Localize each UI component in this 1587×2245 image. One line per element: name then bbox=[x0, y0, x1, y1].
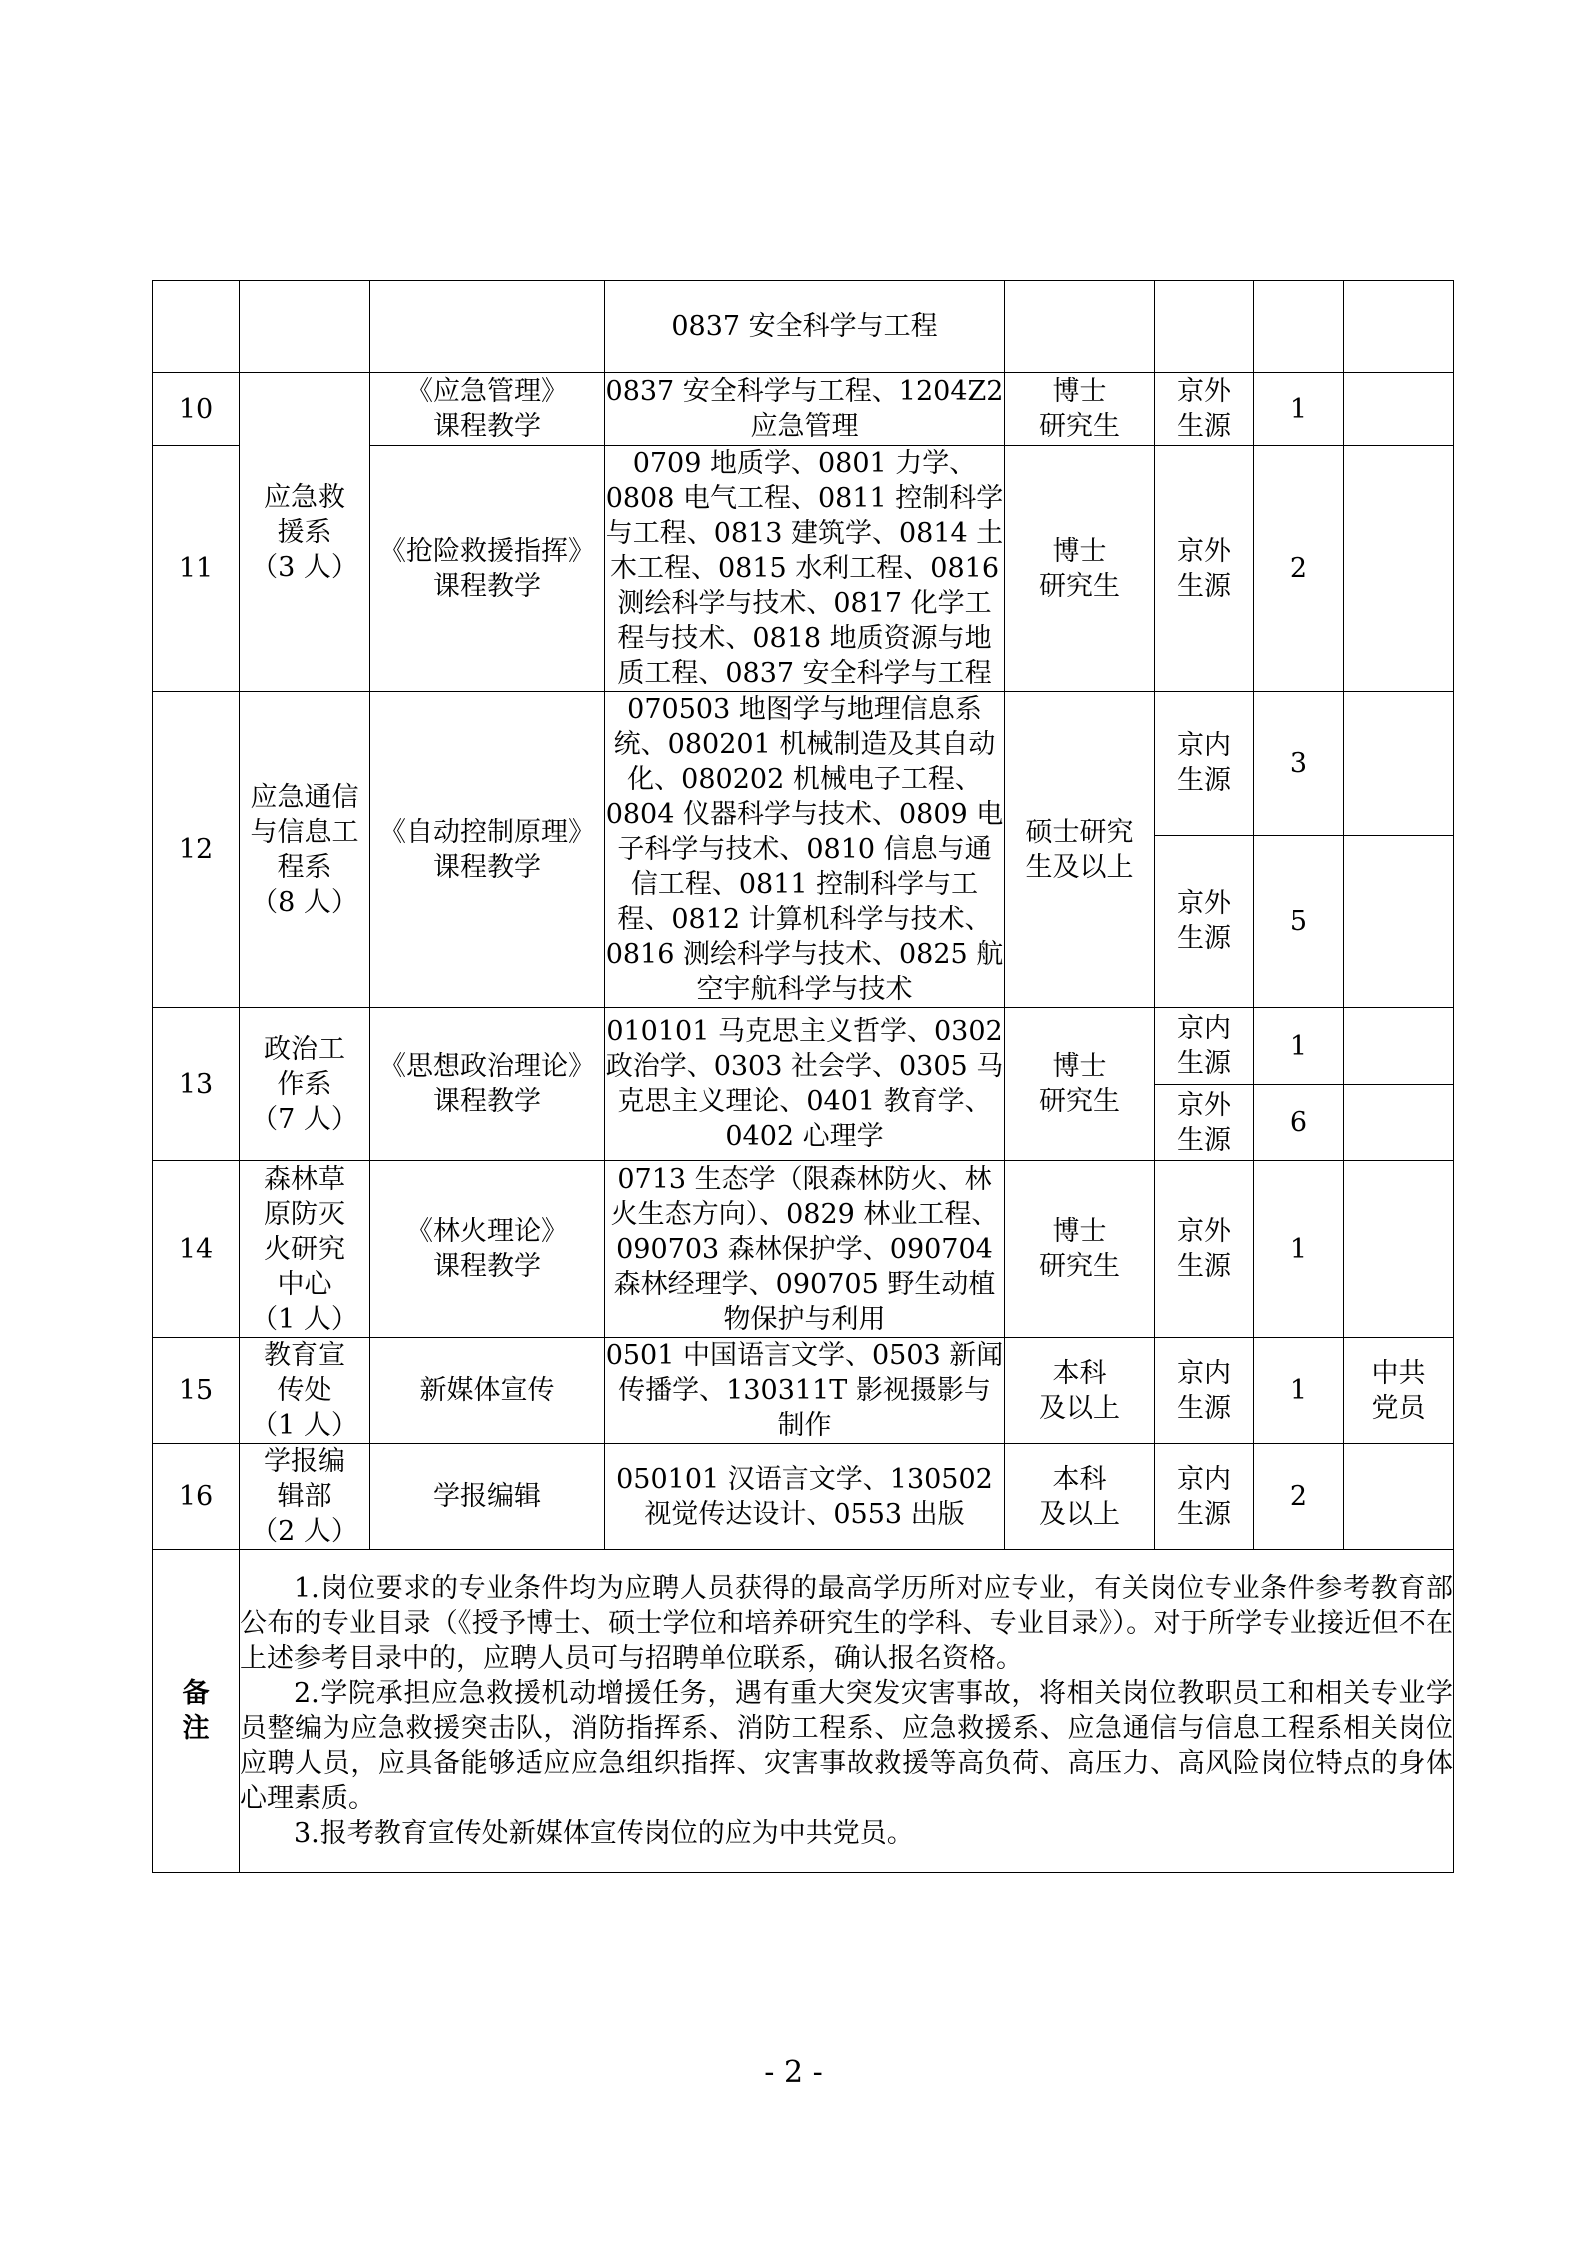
source-cell: 京内 生源 bbox=[1155, 1338, 1254, 1444]
table-row bbox=[153, 281, 1454, 373]
department-cell: 学报编 辑部 （2 人） bbox=[240, 1444, 370, 1550]
table-row bbox=[153, 1008, 1454, 1085]
count-cell: 1 bbox=[1254, 1008, 1344, 1085]
department-cell: 应急救 援系 （3 人） bbox=[240, 373, 370, 692]
row-number: 14 bbox=[153, 1161, 240, 1338]
post-cell: 《应急管理》 课程教学 bbox=[370, 373, 605, 446]
major-cell: 0837 安全科学与工程、1204Z2 应急管理 bbox=[605, 373, 1005, 446]
other-cell: 中共 党员 bbox=[1344, 1338, 1454, 1444]
other-cell bbox=[1344, 446, 1454, 692]
row-number: 11 bbox=[153, 446, 240, 692]
note-item: 3.报考教育宣传处新媒体宣传岗位的应为中共党员。 bbox=[294, 1818, 914, 1849]
source-cell: 京内 生源 bbox=[1155, 1008, 1254, 1085]
other-cell bbox=[1344, 1085, 1454, 1161]
education-cell: 博士 研究生 bbox=[1005, 1161, 1155, 1338]
count-cell: 1 bbox=[1254, 1161, 1344, 1338]
other-cell bbox=[1344, 373, 1454, 446]
source-cell: 京内 生源 bbox=[1155, 692, 1254, 836]
source-cell: 京外 生源 bbox=[1155, 446, 1254, 692]
row-number: 16 bbox=[153, 1444, 240, 1550]
education-cell: 博士 研究生 bbox=[1005, 373, 1155, 446]
post-cell: 《抢险救援指挥》 课程教学 bbox=[370, 446, 605, 692]
source-cell: 京外 生源 bbox=[1155, 1161, 1254, 1338]
post-cell: 学报编辑 bbox=[370, 1444, 605, 1550]
education-cell: 硕士研究 生及以上 bbox=[1005, 692, 1155, 1008]
major-cell: 0501 中国语言文学、0503 新闻传播学、130311T 影视摄影与制作 bbox=[605, 1338, 1005, 1444]
count-cell: 1 bbox=[1254, 1338, 1344, 1444]
other-cell bbox=[1344, 1008, 1454, 1085]
other-cell bbox=[1344, 692, 1454, 836]
count-cell: 6 bbox=[1254, 1085, 1344, 1161]
table-row bbox=[153, 692, 1454, 836]
count-cell: 5 bbox=[1254, 835, 1344, 1007]
notes-label: 备 注 bbox=[153, 1550, 240, 1873]
department-cell: 森林草 原防灭 火研究 中心 （1 人） bbox=[240, 1161, 370, 1338]
table-row bbox=[153, 373, 1454, 446]
department-cell: 政治工 作系 （7 人） bbox=[240, 1008, 370, 1161]
education-cell: 博士 研究生 bbox=[1005, 1008, 1155, 1161]
major-cell: 070503 地图学与地理信息系统、080201 机械制造及其自动化、080202 机械电子工程、0804 仪器科学与技术、0809 电子科学与技术、0810 信息与通信工程、0811 控制科学与工程、0812 计算机科学与技术、0816 测绘科学与技术、0825 航空宇航科学与技术 bbox=[605, 692, 1005, 1008]
source-cell: 京外 生源 bbox=[1155, 835, 1254, 1007]
count-cell: 2 bbox=[1254, 446, 1344, 692]
post-cell: 《林火理论》 课程教学 bbox=[370, 1161, 605, 1338]
source-cell: 京外 生源 bbox=[1155, 1085, 1254, 1161]
count-cell: 3 bbox=[1254, 692, 1344, 836]
count-cell: 1 bbox=[1254, 373, 1344, 446]
row-number: 13 bbox=[153, 1008, 240, 1161]
major-cell: 050101 汉语言文学、130502 视觉传达设计、0553 出版 bbox=[605, 1444, 1005, 1550]
recruitment-table bbox=[152, 280, 1454, 1873]
department-cell: 应急通信 与信息工 程系 （8 人） bbox=[240, 692, 370, 1008]
row-number: 12 bbox=[153, 692, 240, 1008]
other-cell bbox=[1344, 835, 1454, 1007]
note-item: 2.学院承担应急救援机动增援任务，遇有重大突发灾害事故，将相关岗位教职员工和相关专业学员整编为应急救援突击队，消防指挥系、消防工程系、应急救援系、应急通信与信息工程系相关岗位应聘人员，应具备能够适应应急组织指挥、灾害事故救援等高负荷、高压力、高风险岗位特点的身体心理素质。 bbox=[240, 1678, 1453, 1814]
education-cell: 本科 及以上 bbox=[1005, 1444, 1155, 1550]
major-cell: 0713 生态学（限森林防火、林火生态方向）、0829 林业工程、090703 森林保护学、090704 森林经理学、090705 野生动植物保护与利用 bbox=[605, 1161, 1005, 1338]
department-cell: 教育宣 传处 （1 人） bbox=[240, 1338, 370, 1444]
table-row bbox=[153, 1444, 1454, 1550]
major-cell: 010101 马克思主义哲学、0302 政治学、0303 社会学、0305 马克思主义理论、0401 教育学、0402 心理学 bbox=[605, 1008, 1005, 1161]
notes-row bbox=[153, 1550, 1454, 1873]
page-number: - 2 - bbox=[764, 2055, 823, 2090]
other-cell bbox=[1344, 1161, 1454, 1338]
post-cell: 《思想政治理论》 课程教学 bbox=[370, 1008, 605, 1161]
row-number: 10 bbox=[153, 373, 240, 446]
row-number: 15 bbox=[153, 1338, 240, 1444]
education-cell: 本科 及以上 bbox=[1005, 1338, 1155, 1444]
table-row bbox=[153, 1338, 1454, 1444]
source-cell: 京外 生源 bbox=[1155, 373, 1254, 446]
source-cell: 京内 生源 bbox=[1155, 1444, 1254, 1550]
major-cell: 0709 地质学、0801 力学、0808 电气工程、0811 控制科学与工程、0813 建筑学、0814 土木工程、0815 水利工程、0816 测绘科学与技术、0817 化学工程与技术、0818 地质资源与地质工程、0837 安全科学与工程 bbox=[605, 446, 1005, 692]
count-cell: 2 bbox=[1254, 1444, 1344, 1550]
post-cell: 《自动控制原理》 课程教学 bbox=[370, 692, 605, 1008]
education-cell: 博士 研究生 bbox=[1005, 446, 1155, 692]
other-cell bbox=[1344, 1444, 1454, 1550]
post-cell: 新媒体宣传 bbox=[370, 1338, 605, 1444]
note-item: 1.岗位要求的专业条件均为应聘人员获得的最高学历所对应专业，有关岗位专业条件参考教育部公布的专业目录（《授予博士、硕士学位和培养研究生的学科、专业目录》）。对于所学专业接近但不在上述参考目录中的，应聘人员可与招聘单位联系，确认报名资格。 bbox=[240, 1573, 1453, 1674]
notes-cell bbox=[240, 1550, 1454, 1873]
major-cell: 0837 安全科学与工程 bbox=[605, 281, 1005, 373]
table-row bbox=[153, 1161, 1454, 1338]
